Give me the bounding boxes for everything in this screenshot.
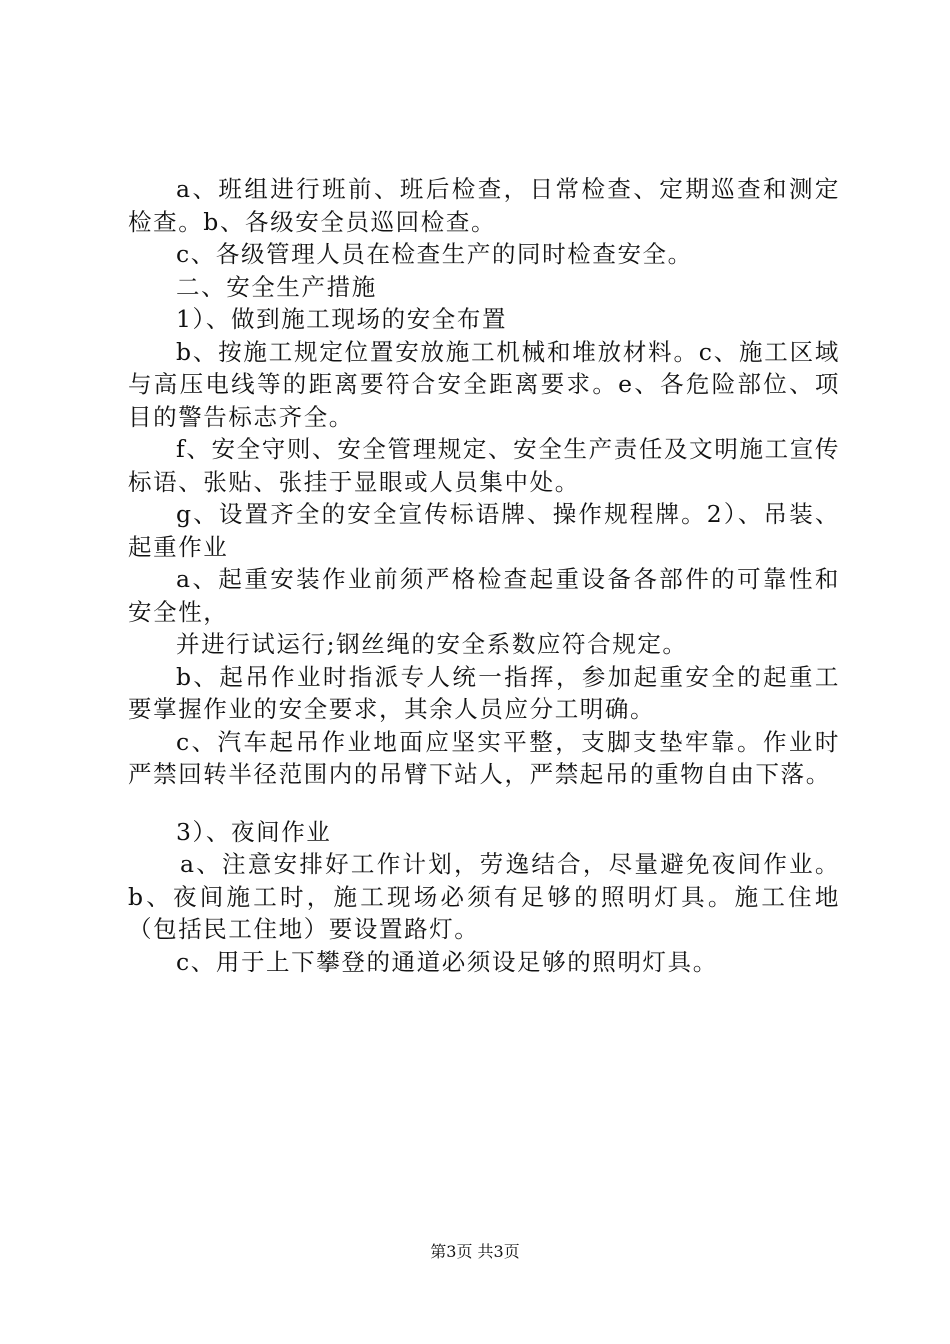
paragraph-lifting-command: b、起吊作业时指派专人统一指挥，参加起重安全的起重工要掌握作业的安全要求，其余人员应分工明确。 — [128, 662, 840, 723]
paragraph-crane-inspection: a、起重安装作业前须严格检查起重设备各部件的可靠性和安全性， — [128, 565, 840, 626]
section-heading-safety-measures: 二、安全生产措施 — [176, 272, 377, 301]
subheading-night-work: 3）、夜间作业 — [176, 817, 332, 846]
paragraph-safety-rules-posting: f、安全守则、安全管理规定、安全生产责任及文明施工宣传标语、张贴、张挂于显眼或人员集中处。 — [128, 435, 840, 496]
paragraph-access-lighting: c、用于上下攀登的通道必须设足够的照明灯具。 — [176, 947, 718, 976]
subheading-site-layout: 1）、做到施工现场的安全布置 — [176, 305, 508, 333]
paragraph-night-planning: a、注意安排好工作计划，劳逸结合，尽量避免夜间作业。b、夜间施工时，施工现场必须有足够的照明灯具。施工住地（包括民工住地）要设置路灯。 — [128, 850, 840, 943]
paragraph-machinery-placement: b、按施工规定位置安放施工机械和堆放材料。c、施工区域与高压电线等的距离要符合安全距离要求。e、各危险部位、项目的警告标志齐全。 — [128, 337, 840, 431]
paragraph-management-inspection: c、各级管理人员在检查生产的同时检查安全。 — [176, 240, 693, 268]
paragraph-signage-lifting: g、设置齐全的安全宣传标语牌、操作规程牌。2）、吊装、起重作业 — [128, 500, 840, 561]
paragraph-trial-run: 并进行试运行;钢丝绳的安全系数应符合规定。 — [176, 630, 688, 658]
page-number-footer: 第3页 共3页 — [430, 1242, 520, 1261]
paragraph-truck-crane: c、汽车起吊作业地面应坚实平整，支脚支垫牢靠。作业时严禁回转半径范围内的吊臂下站人，严禁起吊的重物自由下落。 — [128, 727, 840, 788]
paragraph-inspection-shift: a、班组进行班前、班后检查，日常检查、定期巡查和测定检查。b、各级安全员巡回检查。 — [128, 175, 840, 236]
document-body — [128, 173, 840, 978]
